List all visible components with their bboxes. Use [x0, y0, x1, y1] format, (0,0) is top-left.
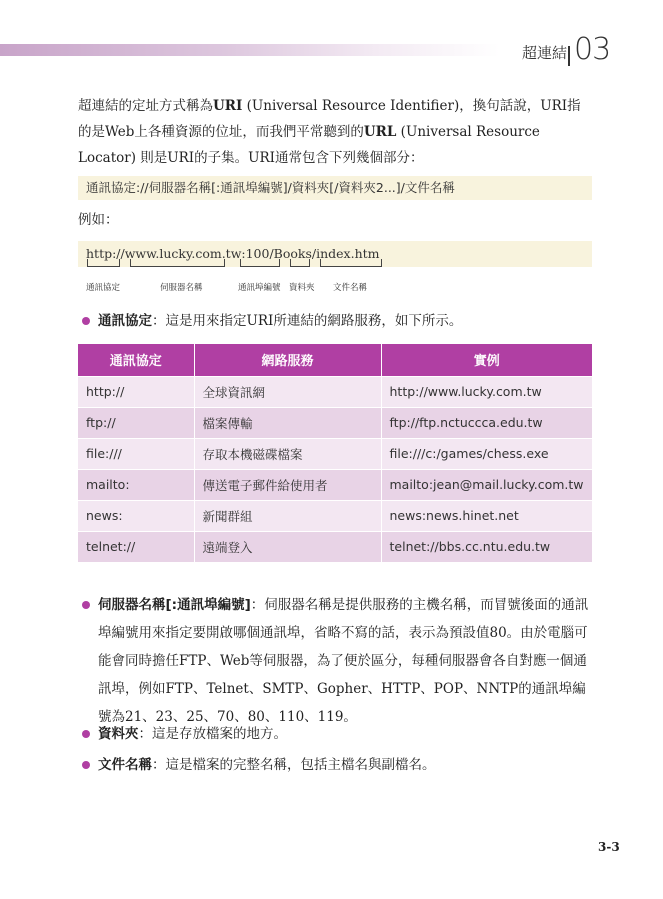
table-row	[78, 438, 592, 469]
intro-paragraph: 超連結的定址方式稱為URI (Universal Resource Identifier)，換句話說，URI指的是Web上各種資源的位址，而我們平常聽到的URL (Universal Resource Locator) 則是URI的子集。URI通常包含下列幾個部分：	[78, 98, 581, 166]
cell-example: ftp://ftp.nctuccca.edu.tw	[381, 407, 592, 438]
table-header-example: 實例	[381, 344, 592, 376]
cell-protocol: mailto:	[78, 469, 194, 500]
table-header-row	[78, 344, 592, 376]
table-row	[78, 500, 592, 531]
cell-example: http://www.lucky.com.tw	[381, 376, 592, 407]
table-row	[78, 376, 592, 407]
chapter-divider	[568, 46, 570, 66]
cell-protocol: file:///	[78, 438, 194, 469]
cell-example: telnet://bbs.cc.ntu.edu.tw	[381, 531, 592, 562]
cell-protocol: telnet://	[78, 531, 194, 562]
label-server: 伺服器名稱	[160, 283, 203, 293]
bracket-filename	[320, 259, 382, 267]
bracket-server	[130, 259, 225, 267]
example-label: 例如：	[78, 212, 119, 228]
table-row	[78, 531, 592, 562]
uri-format-box: 通訊協定://伺服器名稱[:通訊埠編號]/資料夾[/資料夾2...]/文件名稱	[78, 176, 592, 200]
cell-example: mailto:jean@mail.lucky.com.tw	[381, 469, 592, 500]
bullet-folder: 資料夾：這是存放檔案的地方。	[82, 720, 592, 748]
cell-example: news:news.hinet.net	[381, 500, 592, 531]
cell-service: 檔案傳輸	[194, 407, 381, 438]
bullet-protocol: 通訊協定：這是用來指定URI所連結的網路服務，如下所示。	[82, 307, 592, 335]
cell-service: 新聞群組	[194, 500, 381, 531]
bracket-folder	[290, 259, 310, 267]
label-folder: 資料夾	[289, 283, 315, 293]
label-port: 通訊埠編號	[238, 283, 281, 293]
cell-example: file:///c:/games/chess.exe	[381, 438, 592, 469]
cell-service: 存取本機磁碟檔案	[194, 438, 381, 469]
chapter-number: 03	[574, 32, 611, 67]
bullet-server-port: 伺服器名稱[:通訊埠編號]：伺服器名稱是提供服務的主機名稱，而冒號後面的通訊埠編號用來指定要開啟哪個通訊埠，省略不寫的話，表示為預設值80。由於電腦可能會同時擔任FTP、Web等伺服器，為了便於區分，每種伺服器會各自對應一個通訊埠，例如FTP、Telnet、SMTP、Gopher、HTTP、POP、NNTP的通訊埠編號為21、23、25、70、80、110、119。	[82, 591, 592, 731]
page-number: 3-3	[598, 840, 620, 854]
table-header-protocol: 通訊協定	[78, 344, 194, 376]
protocol-table	[78, 344, 592, 562]
bullet-filename: 文件名稱：這是檔案的完整名稱，包括主檔名與副檔名。	[82, 751, 592, 779]
table-header-service: 網路服務	[194, 344, 381, 376]
cell-protocol: news:	[78, 500, 194, 531]
cell-service: 全球資訊網	[194, 376, 381, 407]
cell-service: 傳送電子郵件給使用者	[194, 469, 381, 500]
cell-protocol: http://	[78, 376, 194, 407]
chapter-title: 超連結	[522, 44, 568, 62]
cell-service: 遠端登入	[194, 531, 381, 562]
bracket-port	[240, 259, 280, 267]
uri-term: URI	[213, 98, 243, 114]
label-protocol: 通訊協定	[86, 283, 121, 293]
bracket-protocol	[87, 259, 120, 267]
label-filename: 文件名稱	[333, 283, 368, 293]
example-url-box: http://www.lucky.com.tw:100/Books/index.htm	[78, 241, 592, 267]
url-term: URL	[363, 124, 397, 140]
header-gradient-bar	[0, 44, 500, 56]
table-row	[78, 469, 592, 500]
cell-protocol: ftp://	[78, 407, 194, 438]
table-row	[78, 407, 592, 438]
